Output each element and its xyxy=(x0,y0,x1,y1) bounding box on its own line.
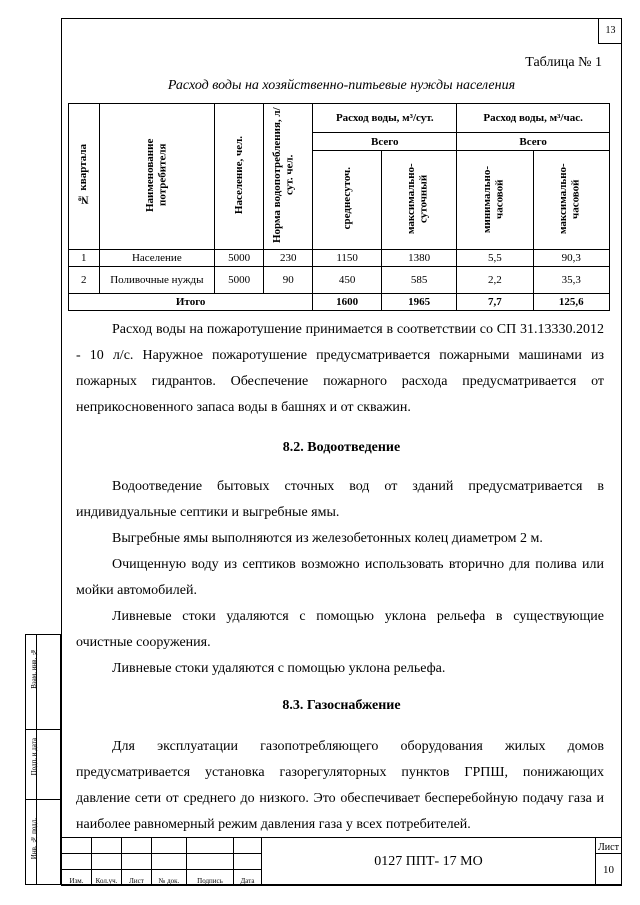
stamp-col-doc: № док. xyxy=(152,870,187,886)
fire-paragraph: Расход воды на пожаротушение принимается в соответствии со СП 31.13330.2012 - 10 л/с. Наружное пожаротушение предусматривается пожарными машинами из пожарных гидрантов. Обеспечение пожарного расхода предусматривается от неприкосновенного запаса воды в башнях и от скважин. xyxy=(76,322,604,415)
table-caption: Таблица № 1 xyxy=(525,55,602,70)
col-norm: Норма водопотребления, л/сут. чел. xyxy=(264,104,313,250)
page-number: 13 xyxy=(598,18,622,44)
table-total-row: Итого 1600 1965 7,7 125,6 xyxy=(69,294,610,311)
stamp-col-koluch: Кол.уч. xyxy=(92,870,122,886)
col-avg-daily: среднесуточ. xyxy=(313,151,382,250)
table-row: 1 Население 5000 230 1150 1380 5,5 90,3 xyxy=(69,250,610,267)
total-hourly: Всего xyxy=(457,133,610,151)
stamp-col-list: Лист xyxy=(122,870,152,886)
section-8-3-text: Для эксплуатации газопотребляющего оборудования жилых домов предусматривается установка газорегуляторных пунктов ГРПШ, понижающих давление сети от среднего до низкого. Это обеспечивает бесперебойную подачу газа и наиболее равномерный режим давления газа у всех потребителей. xyxy=(76,739,604,832)
sheet-label: Лист xyxy=(596,838,622,854)
table-row: 2 Поливочные нужды 5000 90 450 585 2,2 35,3 xyxy=(69,267,610,294)
section-8-2-text: Водоотведение бытовых сточных вод от зданий предусматривается в индивидуальные септики и выгребные ямы. Выгребные ямы выполняются из железобетонных колец диаметром 2 м. Очищенную воду из септиков возможно использовать вторично для полива или мойки автомобилей. Ливневые стоки удаляются с помощью уклона рельефа в существующие очистные сооружения. Ливневые стоки удаляются с помощью уклона рельефа. xyxy=(76,479,604,676)
heading-8-2: 8.2. Водоотведение xyxy=(282,440,401,455)
sheet-number: 10 xyxy=(596,854,622,886)
total-daily: Всего xyxy=(313,133,457,151)
hourly-group: Расход воды, м³/час. xyxy=(457,104,610,133)
table-title: Расход воды на хозяйственно-питьевые нужды населения xyxy=(167,78,516,93)
col-block: № квартала xyxy=(69,104,100,250)
heading-8-3: 8.3. Газоснабжение xyxy=(282,698,401,713)
col-population: Население, чел. xyxy=(215,104,264,250)
stamp-col-sign: Подпись xyxy=(187,870,234,886)
col-max-hourly: максимально-часовой xyxy=(533,151,609,250)
stamp-col-date: Дата xyxy=(234,870,262,886)
side-label-sign: Подп. и дата xyxy=(30,738,38,776)
title-block xyxy=(61,837,622,886)
daily-group: Расход воды, м³/сут. xyxy=(313,104,457,133)
col-max-daily: максимально-суточный xyxy=(382,151,457,250)
side-label-replace: Взам. инв. № xyxy=(30,648,38,689)
col-min-hourly: минимально-часовой xyxy=(457,151,533,250)
side-label-inv: Инв. № подл. xyxy=(30,818,38,860)
water-consumption-table xyxy=(68,103,610,311)
doc-code: 0127 ППТ- 17 МО xyxy=(262,838,596,886)
stamp-col-izm: Изм. xyxy=(62,870,92,886)
col-consumer: Наименование потребителя xyxy=(99,104,215,250)
